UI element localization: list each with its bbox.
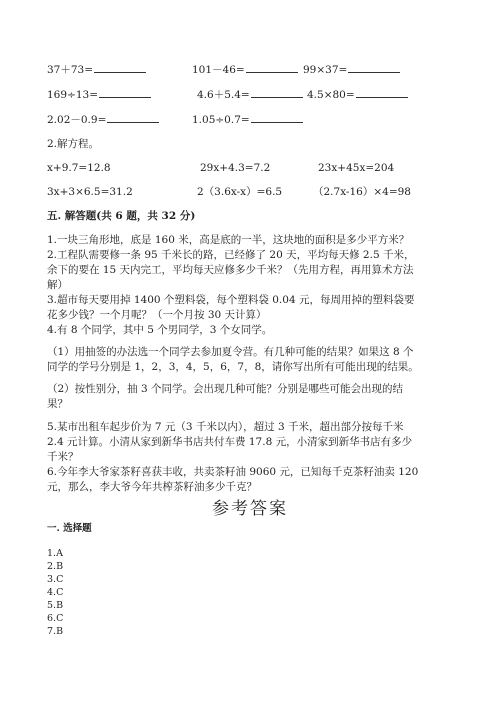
calc-expression: 37＋73=: [47, 64, 94, 76]
answer-item: 3.C: [47, 574, 64, 585]
question-2-line: 余下的要在 15 天内完工，平均每天应修多少千米？（先用方程，再用算术方法: [47, 264, 414, 276]
question-4a-line: 同学的学号分别是 1，2，3，4，5，6，7，8，请你写出所有可能出现的结果。: [47, 361, 419, 373]
answer-item: 2.B: [47, 561, 64, 572]
answer-item: 1.A: [47, 548, 63, 559]
question-2-line: 2.工程队需要修一条 95 千米长的路，已经修了 20 天，平均每天修 2.5 千米，: [47, 249, 415, 261]
question-3-line: 3.超市每天要用掉 1400 个塑料袋，每个塑料袋 0.04 元，每周用掉的塑料袋要: [47, 294, 415, 306]
question-5-line: 2.4 元计算。小清从家到新华书店共付车费 17.8 元，小清家到新华书店有多少: [47, 436, 413, 448]
equation-row: [0, 184, 500, 200]
answer-blank[interactable]: [246, 61, 298, 73]
answer-item: 7.B: [47, 626, 64, 637]
question-1: 1.一块三角形地，底是 160 米，高是底的一半，这块地的面积是多少平方米？: [47, 234, 410, 246]
question-4b-line: 果？: [47, 398, 68, 410]
equation-item: （2.7x-16）×4=98: [313, 186, 411, 198]
calc-item: [197, 86, 303, 103]
calc-expression: 99×37=: [303, 64, 348, 76]
calc-expression: 101－46=: [192, 64, 245, 76]
answer-blank[interactable]: [251, 111, 303, 123]
equation-item: 29x+4.3=7.2: [200, 162, 271, 174]
equation-item: 23x+45x=204: [318, 162, 395, 174]
calc-row: [0, 61, 500, 77]
equation-item: 3x+3×6.5=31.2: [47, 186, 133, 198]
calc-row: [0, 111, 500, 127]
calc-expression: 2.02－0.9=: [47, 114, 107, 126]
question-3-line: 花多少钱？一个月呢？（一个月按 30 天计算）: [47, 309, 267, 321]
calc-expression: 4.6＋5.4=: [197, 89, 250, 101]
answer-blank[interactable]: [251, 86, 303, 98]
equation-row: [0, 160, 500, 176]
calc-item: [192, 111, 303, 128]
calc-item: [192, 61, 298, 78]
question-5-line: 5.某市出租车起步价为 7 元（3 千米以内），超过 3 千米，超出部分按每千米: [47, 421, 404, 433]
calc-item: [307, 86, 408, 103]
question-4a-line: （1）用抽签的办法选一个同学去参加夏令营。有几种可能的结果？如果这 8 个: [47, 346, 414, 358]
equation-item: x+9.7=12.8: [47, 162, 111, 174]
answer-blank[interactable]: [107, 111, 159, 123]
answer-item: 6.C: [47, 613, 64, 624]
calc-item: [47, 111, 159, 128]
answer-blank[interactable]: [348, 61, 400, 73]
equation-item: 2（3.6x-x）=6.5: [197, 186, 283, 198]
equation-header: 2.解方程。: [47, 138, 100, 150]
calc-item: [303, 61, 400, 78]
answer-key-title: 参考答案: [212, 499, 288, 519]
question-2-line: 解）: [47, 279, 68, 291]
question-4: 4.有 8 个同学，其中 5 个男同学，3 个女同学。: [47, 324, 273, 336]
question-4b-line: （2）按性别分，抽 3 个同学。会出现几种可能？分别是哪些可能会出现的结: [47, 383, 404, 395]
calc-item: [47, 61, 146, 78]
calc-expression: 169÷13=: [47, 89, 98, 101]
question-5-line: 千米？: [47, 451, 79, 463]
calc-row: [0, 86, 500, 102]
answer-item: 5.B: [47, 600, 64, 611]
answer-blank[interactable]: [99, 86, 151, 98]
answer-section-title: 一. 选择题: [47, 523, 92, 534]
question-6-line: 元，那么，李大爷今年共榨茶籽油多少千克？: [47, 481, 257, 493]
answer-blank[interactable]: [94, 61, 146, 73]
answer-blank[interactable]: [356, 86, 408, 98]
calc-expression: 4.5×80=: [307, 89, 355, 101]
calc-expression: 1.05÷0.7=: [192, 114, 250, 126]
section-title: 五. 解答题(共 6 题，共 32 分): [47, 210, 196, 222]
calc-item: [47, 86, 151, 103]
answer-item: 4.C: [47, 587, 64, 598]
question-6-line: 6.今年李大爷家茶籽喜获丰收，共卖茶籽油 9060 元，已知每千克茶籽油卖 120: [47, 466, 419, 478]
